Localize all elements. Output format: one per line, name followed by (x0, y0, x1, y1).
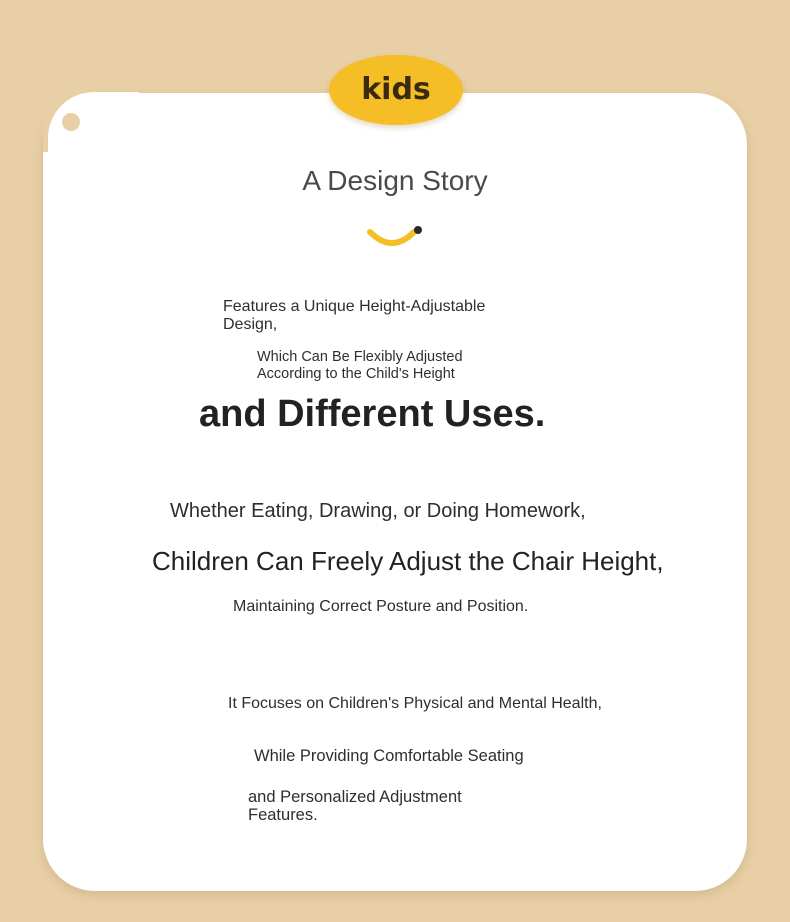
kids-badge (329, 55, 463, 125)
paragraph-5: Children Can Freely Adjust the Chair Height, (152, 546, 664, 576)
paragraph-4: Whether Eating, Drawing, or Doing Homework, (170, 500, 586, 522)
badge-label: kids (361, 71, 431, 107)
paragraph-8: While Providing Comfortable Seating (254, 747, 524, 765)
hang-ring-icon (56, 107, 86, 137)
paragraph-2: Which Can Be Flexibly Adjusted According to the Child's Height (257, 349, 463, 382)
paragraph-7: It Focuses on Children's Physical and Mental Health, (228, 695, 602, 712)
paragraph-9: and Personalized Adjustment Features. (248, 788, 462, 824)
paragraph-1: Features a Unique Height-Adjustable Design, (223, 298, 486, 333)
smile-icon (364, 220, 426, 250)
content-card (43, 93, 747, 891)
paragraph-3: and Different Uses. (199, 393, 546, 435)
paragraph-6: Maintaining Correct Posture and Position. (233, 598, 529, 615)
page-title: A Design Story (302, 165, 488, 196)
